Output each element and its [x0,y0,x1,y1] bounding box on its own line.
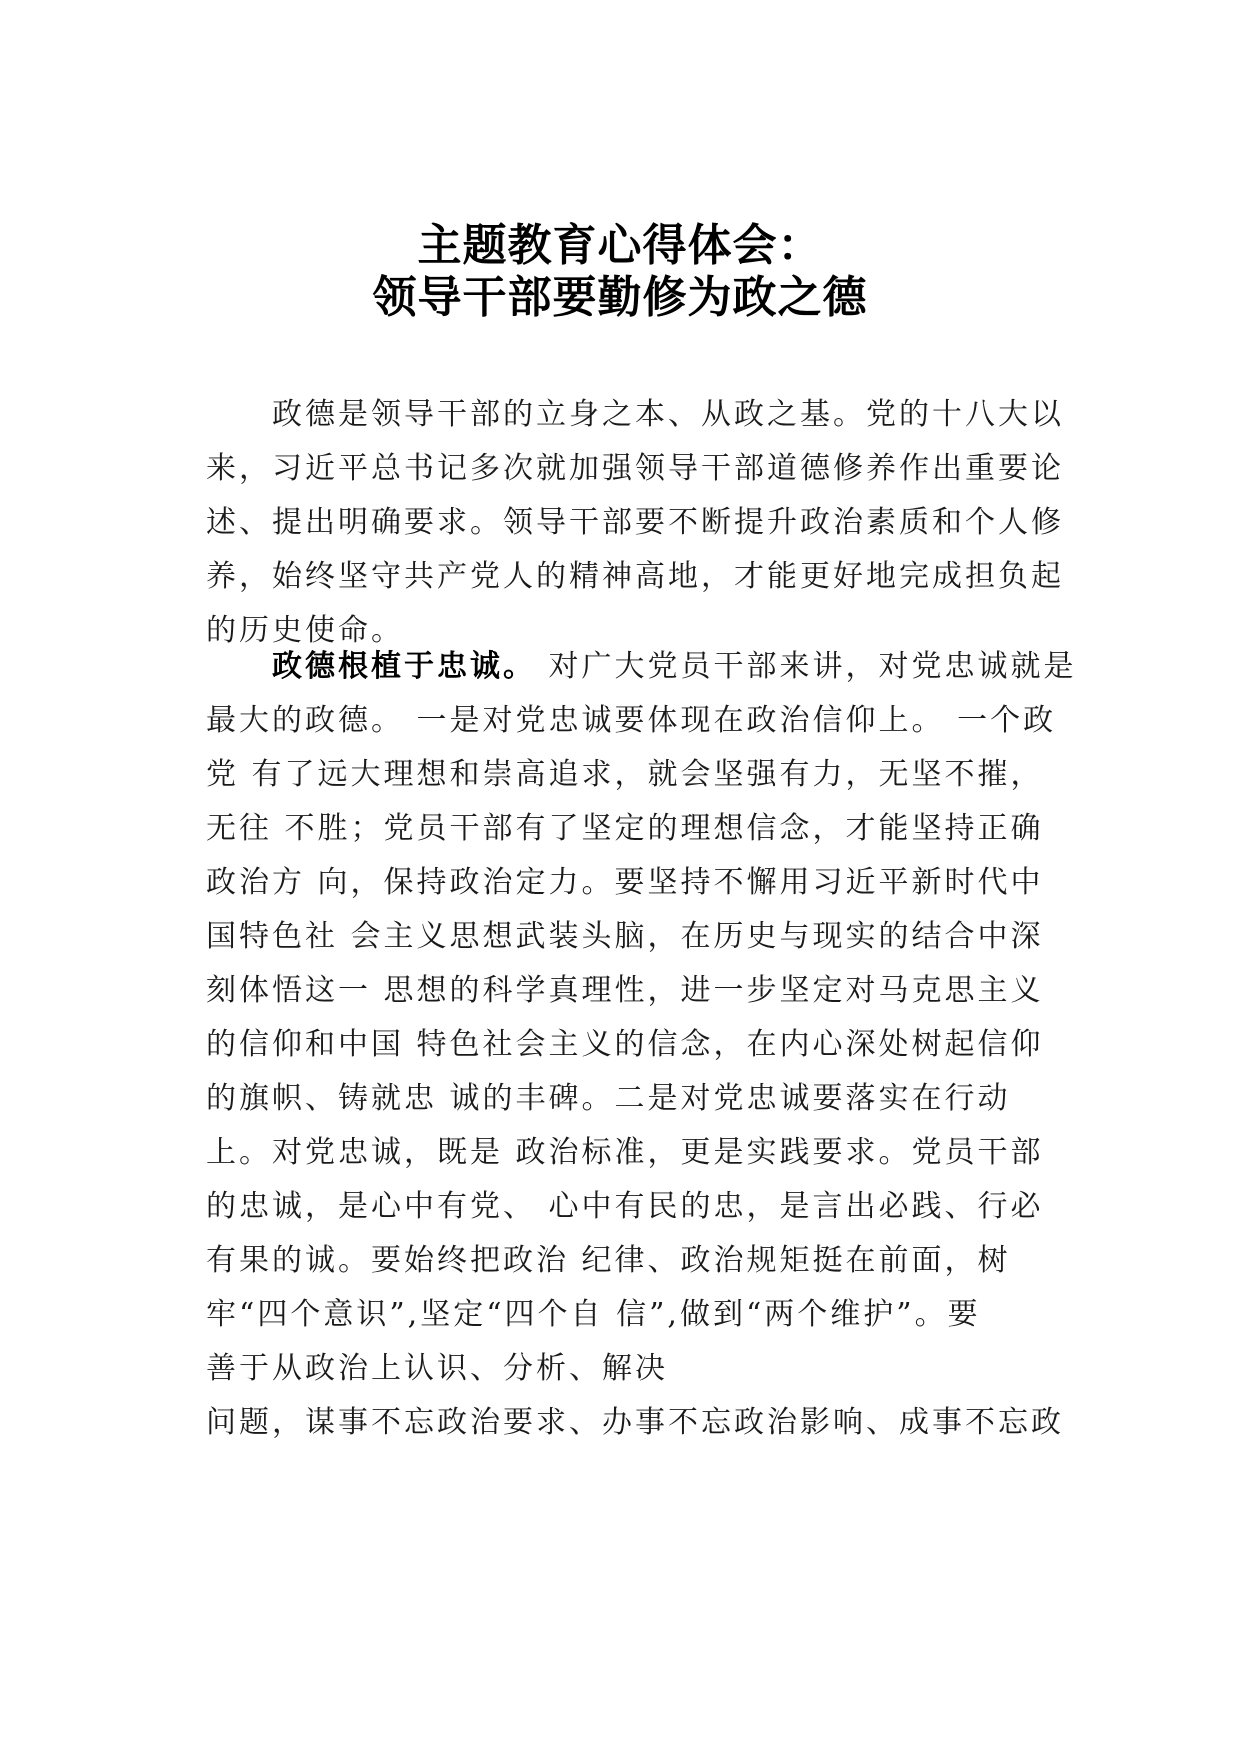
paragraph-line: 来，习近平总书记多次就加强领导干部道德修养作出重要论 [206,451,1064,486]
paragraph-line: 上。对党忠诚，既是 政治标准，更是实践要求。党员干部 [206,1135,1044,1170]
document-title-line-1: 主题教育心得体会： [417,220,823,271]
paragraph-line: 无往 不胜；党员干部有了坚定的理想信念，才能坚持正确 [206,811,1044,846]
paragraph-line: 的信仰和中国 特色社会主义的信念，在内心深处树起信仰 [206,1027,1044,1062]
paragraph-line: 政治方 向，保持政治定力。要坚持不懈用习近平新时代中 [206,865,1044,900]
paragraph-line: 的历史使命。 [206,613,404,648]
paragraph-line: 有果的诚。要始终把政治 纪律、政治规矩挺在前面，树 [206,1243,1011,1278]
paragraph-line: 牢“四个意识”,坚定“四个自 信”,做到“两个维护”。要 [206,1297,981,1332]
paragraph-loyalty [206,640,1077,1450]
paragraph-line: 党 有了远大理想和崇高追求，就会坚强有力，无坚不摧， [206,757,1044,792]
paragraph-first-line [206,640,1077,694]
paragraph-line: 善于从政治上认识、分析、解决 [206,1351,668,1386]
paragraph-line: 刻体悟这一 思想的科学真理性，进一步坚定对马克思主义 [206,973,1044,1008]
paragraph-line: 养，始终坚守共产党人的精神高地，才能更好地完成担负起 [206,559,1064,594]
paragraph-line: 最大的政德。 一是对党忠诚要体现在政治信仰上。 一个政 [206,703,1057,738]
paragraph-line: 政德是领导干部的立身之本、从政之基。党的十八大以 [272,397,1064,432]
section-lead-heading: 政德根植于忠诚。 [272,649,536,684]
document-title-line-2: 领导干部要勤修为政之德 [372,272,868,323]
paragraph-line: 的旗帜、铸就忠 诚的丰碑。二是对党忠诚要落实在行动 [206,1081,1011,1116]
paragraph-line: 问题，谋事不忘政治要求、办事不忘政治影响、成事不忘政 [206,1405,1064,1440]
paragraph-line: 述、提出明确要求。领导干部要不断提升政治素质和个人修 [206,505,1064,540]
paragraph-intro [206,388,1066,658]
paragraph-line: 国特色社 会主义思想武装头脑，在历史与现实的结合中深 [206,919,1044,954]
paragraph-line-rest: 对广大党员干部来讲，对党忠诚就是 [536,649,1077,684]
paragraph-line: 的忠诚，是心中有党、 心中有民的忠，是言出必践、行必 [206,1189,1044,1224]
